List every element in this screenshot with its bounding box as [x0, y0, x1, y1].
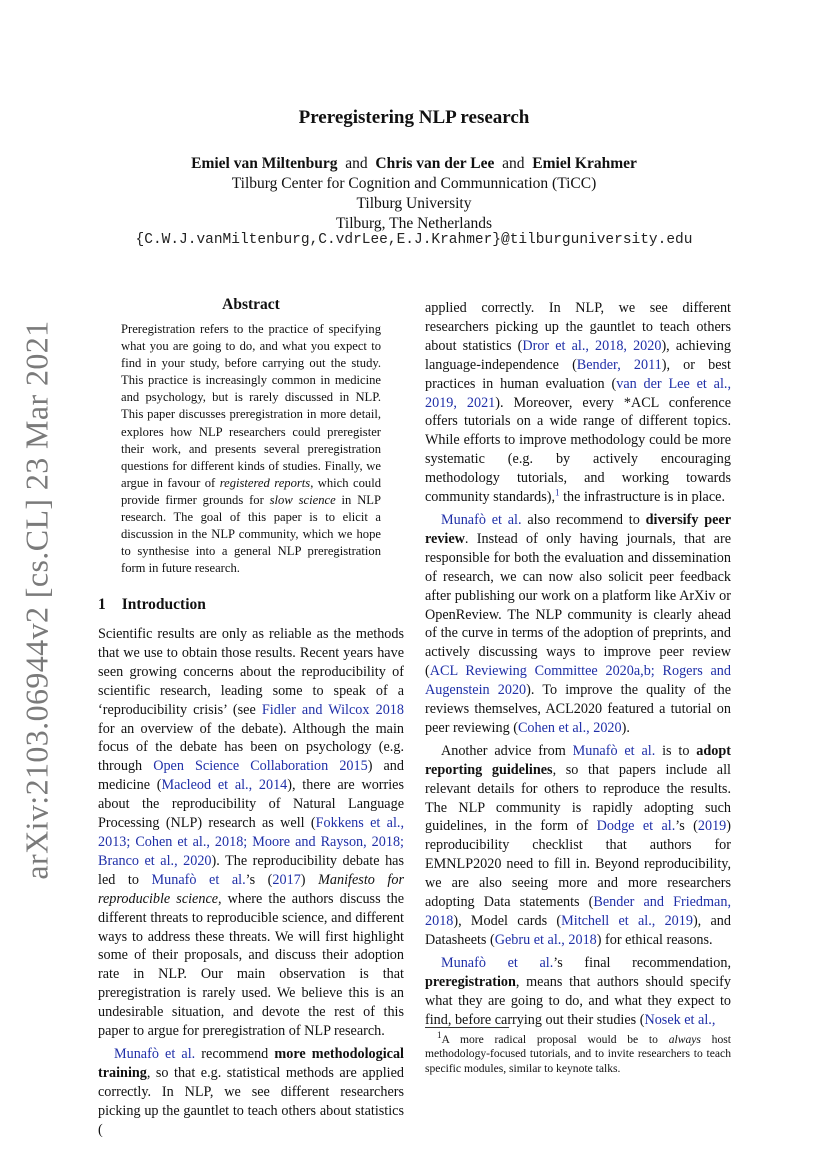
arxiv-identifier: arXiv:2103.06944v2 [cs.CL] 23 Mar 2021	[18, 320, 55, 880]
paper-title: Preregistering NLP research	[298, 107, 530, 128]
citation-link[interactable]: 2019	[697, 818, 727, 835]
affiliation-line: Tilburg, The Netherlands	[336, 215, 492, 232]
section-title: Introduction	[121, 596, 206, 613]
paragraph-continuation: applied correctly. In NLP, we see different researchers picking up the gauntlet to teach others about statistics (Dror et al., 2018, 2020), achieving language-independence (Bender, 2011), or best practices in human evaluation (van der Lee et al., 2019, 2021). Moreover, every *ACL conference offers tutorials on a wide range of different topics. While efforts to improve methodology could be more systematic (e.g. by actively encouraging methodology tutorials, and working towards community standards),$^1$ the infrastructure is in place.	[425, 300, 731, 506]
author-name: Emiel Krahmer	[532, 155, 637, 172]
emphasis-text: always	[668, 1033, 701, 1046]
footnote-marker[interactable]: 1	[555, 487, 560, 498]
citation-link[interactable]: Munafò et al.	[151, 871, 246, 888]
right-column-body	[425, 299, 731, 1029]
citation-link[interactable]: Mitchell et al., 2019	[561, 913, 693, 929]
citation-link[interactable]: Dodge et al.	[596, 818, 676, 835]
author-emails: {C.W.J.vanMiltenburg,C.vdrLee,E.J.Krahmer}@tilburguniversity.edu	[135, 232, 693, 248]
affiliation-line: Tilburg University	[356, 195, 472, 212]
author-line	[0, 154, 828, 174]
author-separator: and	[345, 155, 368, 172]
footnote-divider	[425, 1027, 509, 1028]
footnote-number: 1	[437, 1030, 442, 1041]
author-block	[0, 154, 828, 234]
emphasis-text: Manifesto for reproducible science	[98, 871, 404, 907]
bold-text: adopt reporting guidelines	[425, 742, 731, 778]
abstract-text: Preregistration refers to the practice of specifying what you are going to do, and what you expect to find in your study, before carrying out the study. This practice is increasingly common in medicine and psychology, but is rarely discussed in NLP. This paper discusses preregistration in more detail, explores how NLP researchers could preregister their work, and presents several preregistration questions for different kinds of studies. Finally, we argue in favour of registered reports, which could provide firmer grounds for slow science in NLP research. The goal of this paper is to elicit a discussion in the NLP community, which we hope to synthesise into a general NLP preregistration form in future research.	[121, 322, 381, 576]
paragraph: Munafò et al. also recommend to diversify peer review. Instead of only having journals, that are responsible for both the evaluation and dissemination of research, we can now also solicit peer feedback after publishing our work on a platform like ArXiv or OpenReview. The NLP community is clearly ahead of the curve in terms of the adoption of preprints, and actively discussing ways to improve peer review (ACL Reviewing Committee 2020a,b; Rogers and Augenstein 2020). To improve the quality of the reviews themselves, ACL2020 featured a tutorial on peer reviewing (Cohen et al., 2020).	[425, 511, 732, 736]
footnote: $^1$A more radical proposal would be to always host methodology-focused tutorials, and to invite researchers to teach specific modules, similar to keynote talks.	[425, 1030, 731, 1075]
citation-link[interactable]: Fokkens et al., 2013; Cohen et al., 2018; Moore and Rayson, 2018; Branco et al., 2020	[98, 815, 404, 869]
author-name: Emiel van Miltenburg	[191, 155, 338, 172]
citation-link[interactable]: Bender and Friedman, 2018	[425, 894, 731, 929]
citation-link[interactable]: 2017	[272, 871, 301, 888]
section-number: 1	[98, 596, 106, 613]
citation-link[interactable]: Macleod et al., 2014	[161, 777, 288, 794]
author-name: Chris van der Lee	[375, 155, 495, 172]
emphasis-text: slow science	[269, 492, 336, 507]
citation-link[interactable]: van der Lee et al., 2019, 2021	[425, 375, 731, 411]
emphasis-text: registered reports	[219, 475, 311, 490]
citation-link[interactable]: Dror et al., 2018, 2020	[522, 337, 662, 354]
citation-link[interactable]: Bender, 2011	[576, 356, 662, 373]
affiliation-line: Tilburg Center for Cognition and Communnication (TiCC)	[231, 175, 597, 192]
section-heading	[98, 596, 206, 614]
left-column-body	[98, 625, 404, 1139]
paragraph: Munafò et al.’s final recommendation, preregistration, means that authors should specify what they are going to do, and what they expect to find, before carrying out their studies (Nosek et al.,	[425, 954, 731, 1028]
citation-link[interactable]: Cohen et al., 2020	[517, 719, 622, 736]
author-separator: and	[502, 155, 525, 172]
citation-link[interactable]: Nosek et al.,	[644, 1011, 716, 1028]
citation-link[interactable]: Fidler and Wilcox 2018	[261, 701, 404, 718]
bold-text: more methodological training	[98, 1045, 404, 1081]
citation-link[interactable]: Munafò et al.	[441, 511, 522, 528]
paragraph: Munafò et al. recommend more methodological training, so that e.g. statistical methods are applied correctly. In NLP, we see different researchers picking up the gauntlet to teach others about statistics (	[98, 1045, 404, 1138]
paragraph: Another advice from Munafò et al. is to adopt reporting guidelines, so that papers include all relevant details for others to reproduce the results. The NLP community is rapidly adopting such guidelines, in the form of Dodge et al.’s (2019) reproducibility checklist that authors for EMNLP2020 need to fill in. Beyond reproducibility, we are also seeing more and more researchers adopting Data statements (Bender and Friedman, 2018), Model cards (Mitchell et al., 2019), and Datasheets (Gebru et al., 2018) for ethical reasons.	[425, 742, 731, 948]
bold-text: preregistration	[425, 973, 516, 990]
citation-link[interactable]: Munafò et al.	[441, 954, 554, 971]
paragraph: Scientific results are only as reliable as the methods that we use to obtain those results. Recent years have seen growing concerns about the reproducibility of scientific research, leading some to speak of a ‘reproducibility crisis’ (see Fidler and Wilcox 2018 for an overview of the debate). Although the main focus of the debate has been on psychology (e.g. through Open Science Collaboration 2015) and medicine (Macleod et al., 2014), there are worries about the reproducibility of Natural Language Processing (NLP) research as well (Fokkens et al., 2013; Cohen et al., 2018; Moore and Rayson, 2018; Branco et al., 2020). The reproducibility debate has led to Munafò et al.’s (2017) Manifesto for reproducible science, where the authors discuss the different threats to reproducible science, and different ways to address these threats. We will first highlight some of their proposals, and discuss their adoption rate in NLP. Our main observation is that preregistration is rarely used. We believe this is an undesirable situation, and devote the rest of this paper to argue for preregistration of NLP research.	[98, 626, 404, 1040]
citation-link[interactable]: Open Science Collaboration 2015	[153, 758, 368, 775]
citation-link[interactable]: Munafò et al.	[572, 742, 656, 759]
citation-link[interactable]: Gebru et al., 2018	[494, 931, 597, 948]
citation-link[interactable]: ACL Reviewing Committee 2020a,b; Rogers and Augenstein 2020	[425, 663, 731, 699]
bold-text: diversify peer review	[425, 511, 731, 547]
citation-link[interactable]: Munafò et al.	[114, 1045, 196, 1062]
abstract-heading: Abstract	[222, 296, 280, 313]
